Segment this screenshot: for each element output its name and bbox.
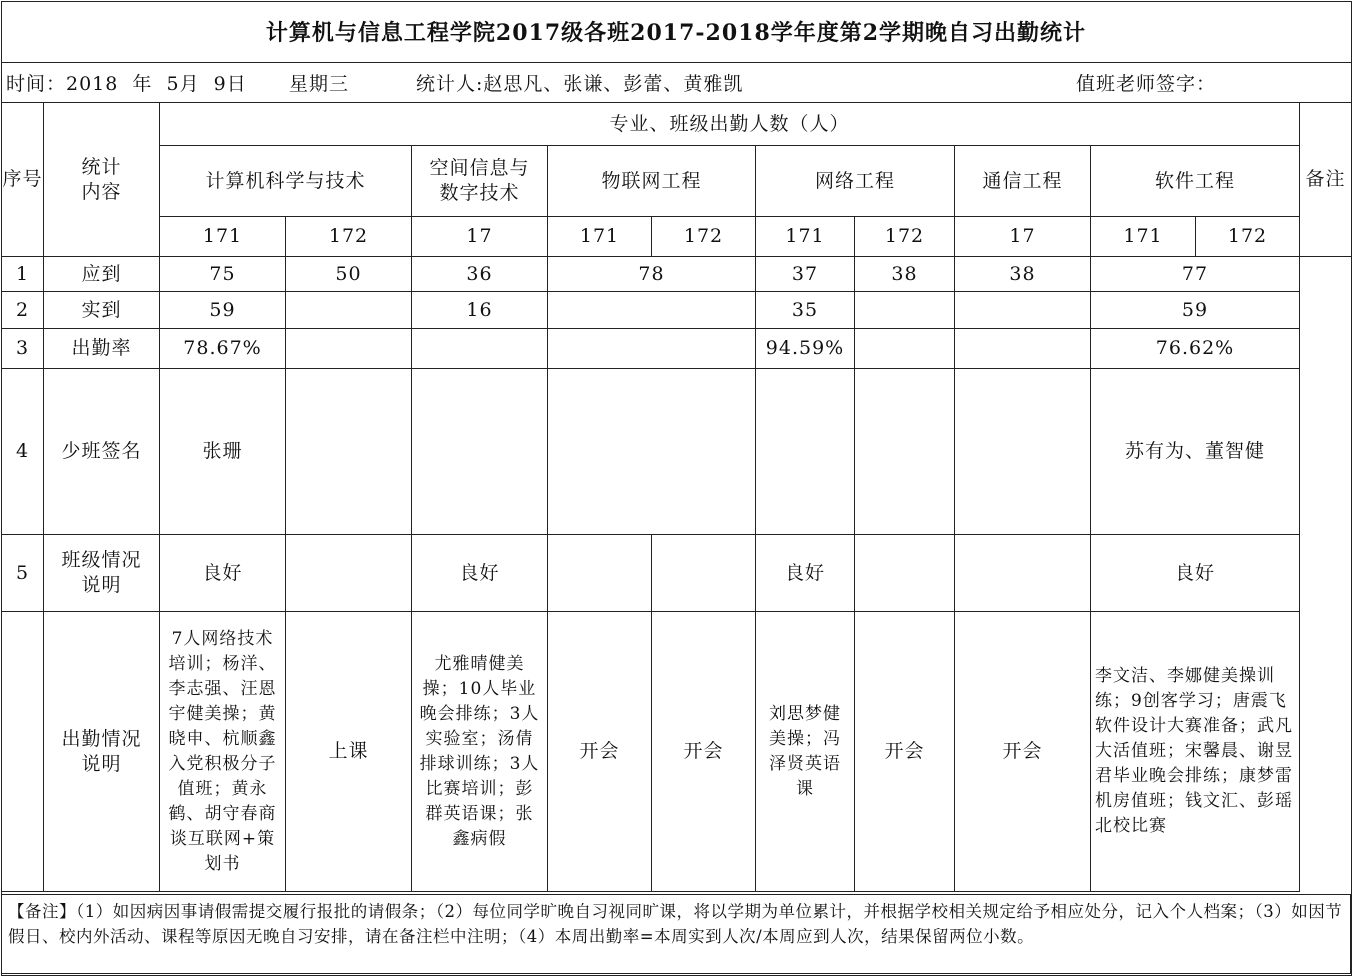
data-cell: 94.59% [756, 329, 855, 369]
major-spatial: 空间信息与数字技术 [412, 146, 548, 217]
row-number: 4 [2, 369, 44, 535]
data-cell: 上课 [286, 612, 412, 892]
class-cell: 172 [1196, 217, 1300, 257]
row-number: 1 [2, 257, 44, 292]
data-cell: 77 [1091, 257, 1300, 292]
content-header: 统计内容 [44, 103, 160, 257]
data-cell: 75 [160, 257, 286, 292]
data-cell: 开会 [855, 612, 955, 892]
class-cell: 171 [160, 217, 286, 257]
data-cell [286, 369, 412, 535]
major-software: 软件工程 [1091, 146, 1300, 217]
data-cell [286, 535, 412, 612]
row-label: 出勤情况说明 [44, 612, 160, 892]
data-cell [955, 292, 1091, 329]
data-cell: 开会 [548, 612, 652, 892]
row-label: 少班签名 [44, 369, 160, 535]
data-cell [412, 329, 548, 369]
row-label: 应到 [44, 257, 160, 292]
major-iot: 物联网工程 [548, 146, 756, 217]
data-cell [652, 535, 756, 612]
data-cell [286, 292, 412, 329]
seq-header: 序号 [2, 103, 44, 257]
group-header: 专业、班级出勤人数（人） [160, 103, 1300, 146]
class-cell: 171 [1091, 217, 1196, 257]
data-cell: 36 [412, 257, 548, 292]
major-network: 网络工程 [756, 146, 955, 217]
data-cell: 良好 [756, 535, 855, 612]
data-cell: 78.67% [160, 329, 286, 369]
data-cell: 35 [756, 292, 855, 329]
major-cs: 计算机科学与技术 [160, 146, 412, 217]
footnote: 【备注】（1）如因病因事请假需提交履行报批的请假条；（2）每位同学旷晚自习视同旷课，将以学期为单位累计，并根据学校相关规定给予相应处分，记入个人档案；（3）如因节假日、校内外活动、课程等原因无晚自习安排，请在备注栏中注明；（4）本周出勤率=本周实到人次/本周应到人次，结果保留两位小数。 [1, 894, 1351, 974]
data-cell [955, 535, 1091, 612]
data-cell: 7人网络技术培训；杨洋、李志强、汪恩宇健美操；黄晓申、杭顺鑫入党积极分子值班；黄永鹤、胡守春商谈互联网+策划书 [160, 612, 286, 892]
data-cell [548, 369, 756, 535]
data-cell [412, 369, 548, 535]
class-cell: 172 [855, 217, 955, 257]
data-cell [955, 369, 1091, 535]
class-cell: 172 [652, 217, 756, 257]
row-number: 5 [2, 535, 44, 612]
major-comm: 通信工程 [955, 146, 1091, 217]
class-cell: 171 [756, 217, 855, 257]
data-cell: 38 [855, 257, 955, 292]
data-cell [955, 329, 1091, 369]
data-cell: 良好 [412, 535, 548, 612]
row-number [2, 612, 44, 892]
data-cell [855, 292, 955, 329]
row-label: 实到 [44, 292, 160, 329]
data-cell: 李文洁、李娜健美操训练；9创客学习；唐震飞软件设计大赛准备；武凡大活值班；宋馨晨、谢昱君毕业晚会排练；康梦雷机房值班；钱文汇、彭瑶北校比赛 [1091, 612, 1300, 892]
data-cell: 37 [756, 257, 855, 292]
data-cell [855, 535, 955, 612]
data-cell: 76.62% [1091, 329, 1300, 369]
remark-header: 备注 [1300, 103, 1352, 257]
class-cell: 172 [286, 217, 412, 257]
data-cell: 59 [160, 292, 286, 329]
data-cell: 良好 [160, 535, 286, 612]
teacher-sign: 值班老师签字： [1076, 72, 1217, 95]
attendance-table [1, 102, 1352, 892]
data-cell: 16 [412, 292, 548, 329]
data-cell [756, 369, 855, 535]
data-cell: 良好 [1091, 535, 1300, 612]
class-cell: 17 [412, 217, 548, 257]
row-label: 班级情况说明 [44, 535, 160, 612]
data-cell [548, 535, 652, 612]
data-cell: 苏有为、董智健 [1091, 369, 1300, 535]
counters-info: 统计人:赵思凡、张谦、彭蕾、黄雅凯 [416, 72, 744, 95]
data-cell: 59 [1091, 292, 1300, 329]
data-cell: 刘思梦健美操；冯泽贤英语课 [756, 612, 855, 892]
data-cell: 38 [955, 257, 1091, 292]
data-cell: 开会 [955, 612, 1091, 892]
data-cell [286, 329, 412, 369]
data-cell: 78 [548, 257, 756, 292]
data-cell [548, 292, 756, 329]
remark-cell [1300, 257, 1352, 892]
row-label: 出勤率 [44, 329, 160, 369]
data-cell: 张珊 [160, 369, 286, 535]
data-cell [855, 369, 955, 535]
data-cell: 开会 [652, 612, 756, 892]
data-cell [548, 329, 756, 369]
row-number: 2 [2, 292, 44, 329]
class-cell: 17 [955, 217, 1091, 257]
data-cell: 50 [286, 257, 412, 292]
row-number: 3 [2, 329, 44, 369]
data-cell [855, 329, 955, 369]
data-cell: 尤雅晴健美操；10人毕业晚会排练；3人实验室；汤倩排球训练；3人比赛培训；彭群英语课；张鑫病假 [412, 612, 548, 892]
page-title: 计算机与信息工程学院2017级各班2017-2018学年度第2学期晚自习出勤统计 [265, 19, 1087, 46]
class-cell: 171 [548, 217, 652, 257]
date-info: 时间：2018 年 5月 9日 星期三 [6, 72, 350, 95]
